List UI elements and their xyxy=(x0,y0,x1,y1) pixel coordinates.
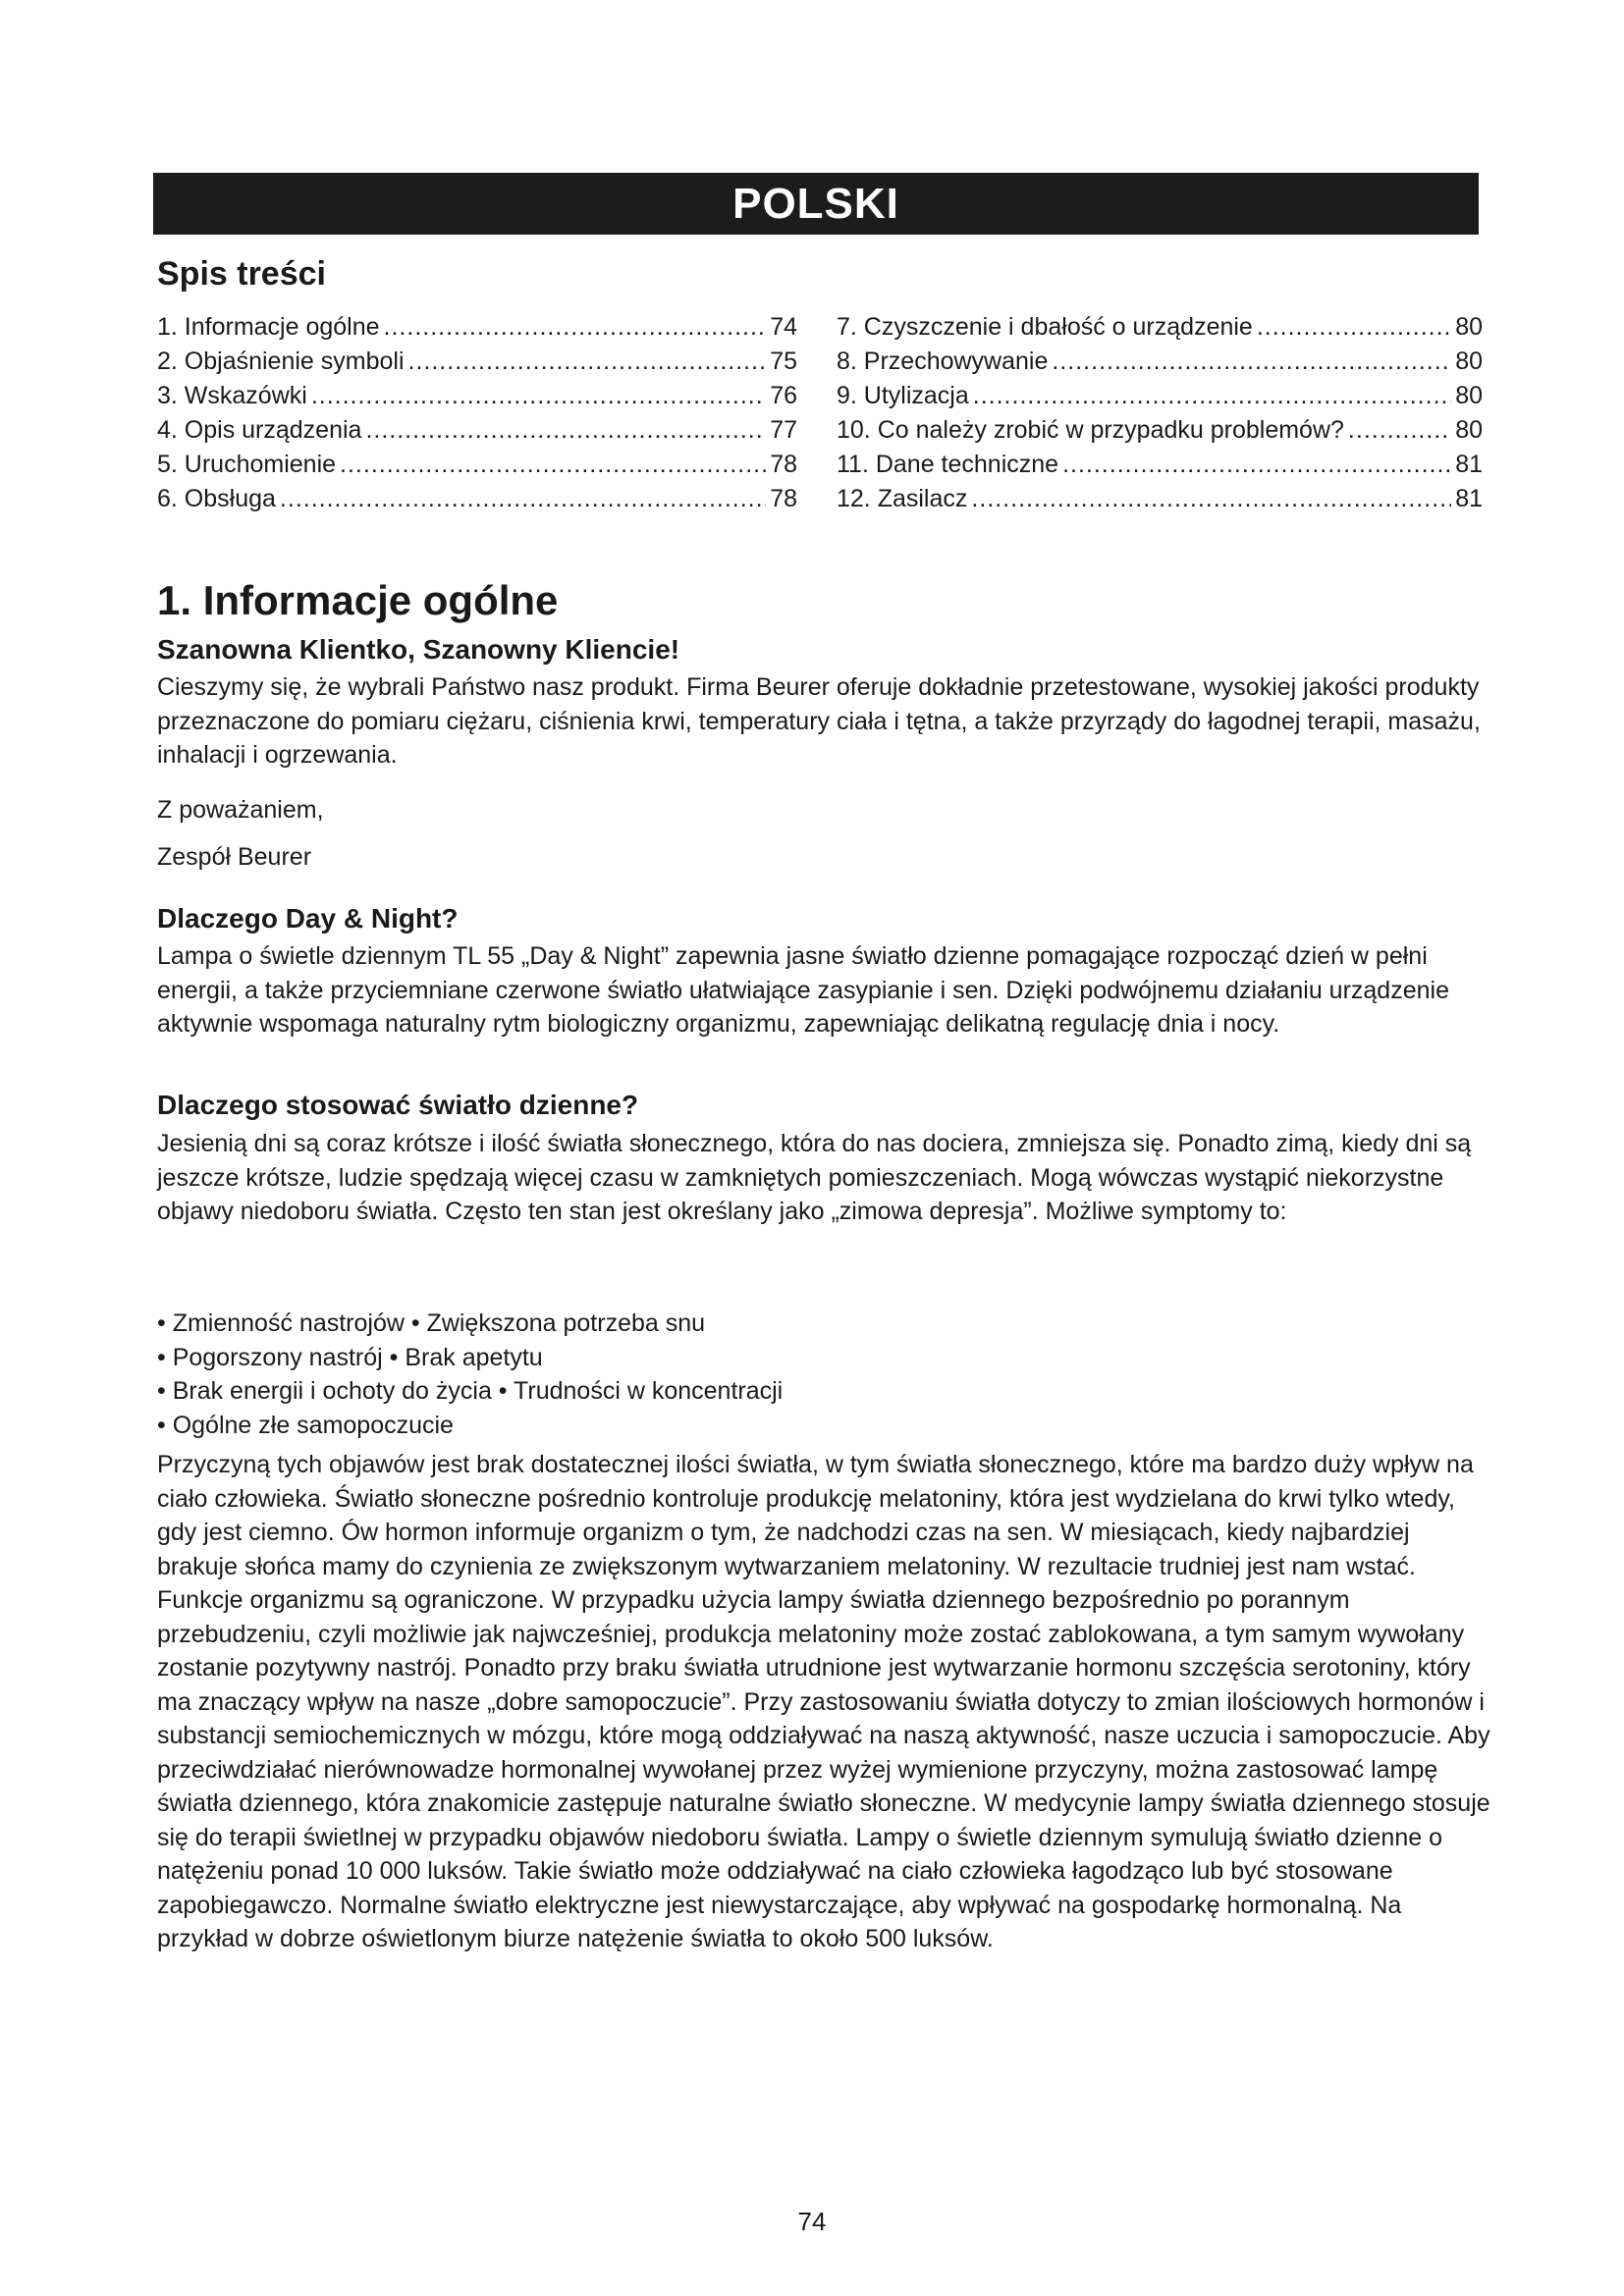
toc-entry[interactable] xyxy=(837,310,1483,345)
toc-leader-dots xyxy=(971,482,1451,516)
toc-leader-dots xyxy=(1257,310,1451,345)
section-title: 1. Informacje ogólne xyxy=(157,577,559,623)
toc-leader-dots xyxy=(1052,345,1451,379)
daylight-paragraph: Jesienią dni są coraz krótsze i ilość światła słonecznego, która do nas dociera, zmniejsza się. Ponadto zimą, kiedy dni są jeszcze krótsze, ludzie spędzają więcej czasu w zamkniętych pomieszczeniach. Mogą wówczas wystąpić niekorzystne objawy niedoboru światła. Często ten stan jest określany jako „zimowa depresja”. Możliwe symptomy to: xyxy=(157,1130,1472,1225)
toc-leader-dots xyxy=(408,345,767,379)
list-item: • Ogólne złe samopoczucie xyxy=(157,1411,454,1439)
body-paragraph: Przyczyną tych objawów jest brak dostatecznej ilości światła, w tym światła słonecznego, które ma bardzo duży wpływ na ciało człowieka. Światło słoneczne pośrednio kontroluje produkcję melatoniny, która jest wydzielana do krwi tylko wtedy, gdy jest ciemno. Ów hormon informuje organizm o tym, że nadchodzi czas na sen. W miesiącach, kiedy najbardziej brakuje słońca mamy do czynienia ze zwiększonym wytwarzaniem melatoniny. W rezultacie trudniej jest nam wstać. Funkcje organizmu są ograniczone. W przypadku użycia lampy światła dziennego bezpośrednio po porannym przebudzeniu, czyli możliwie jak najwcześniej, produkcja melatoniny może zostać zablokowana, a tym samym wywołany zostanie pozytywny nastrój. Ponadto przy braku światła utrudnione jest wytwarzanie hormonu szczęścia serotoniny, który ma znaczący wpływ na nasze „dobre samopoczucie”. Przy zastosowaniu światła dotyczy to zmian ilościowych hormonów i substancji semiochemicznych w mózgu, które mogą oddziaływać na naszą aktywność, nasze uczucia i samopoczucie. Aby przeciwdziałać nierównowadze hormonalnej wywołanej przez wyżej wymienione przyczyny, można zastosować lampę światła dziennego, która znakomicie zastępuje naturalne światło słoneczne. W medycynie lampy światła dziennego stosuje się do terapii świetlnej w przypadku objawów niedoboru światła. Lampy o świetle dziennym symulują światło dzienne o natężeniu ponad 10 000 luksów. Takie światło może oddziaływać na ciało człowieka łagodząco lub być stosowane zapobiegawczo. Normalne światło elektryczne jest niewystarczające, aby wpływać na gospodarkę hormonalną. Na przykład w dobrze oświetlonym biurze natężenie światła to około 500 luksów. xyxy=(157,1451,1490,1952)
toc-entry-page: 80 xyxy=(1455,416,1483,444)
toc-entry-page: 80 xyxy=(1455,313,1483,341)
toc-entry-label: 8. Przechowywanie xyxy=(837,347,1049,375)
intro-paragraph: Cieszymy się, że wybrali Państwo nasz produkt. Firma Beurer oferuje dokładnie przetestowane, wysokiej jakości produkty przeznaczone do pomiaru ciężaru, ciśnienia krwi, temperatury ciała i tętna, a także przyrządy do łagodnej terapii, masażu, inhalacji i ogrzewania. xyxy=(157,673,1481,769)
toc-entry-label: 6. Obsługa xyxy=(157,485,276,512)
toc-entry-label: 5. Uruchomienie xyxy=(157,451,337,478)
toc-entry-page: 81 xyxy=(1455,451,1483,478)
toc-right-column xyxy=(837,310,1483,516)
toc-entry-page: 75 xyxy=(770,347,797,375)
why-heading: Dlaczego Day & Night? xyxy=(157,903,459,934)
toc-left-column xyxy=(157,310,797,516)
signature-text: Zespół Beurer xyxy=(157,843,312,871)
list-item: • Zmienność nastrojów • Zwiększona potrzeba snu xyxy=(157,1309,706,1337)
daylight-heading: Dlaczego stosować światło dzienne? xyxy=(157,1090,639,1120)
toc-leader-dots xyxy=(1062,448,1451,482)
toc-entry-page: 81 xyxy=(1455,485,1483,512)
toc-entry[interactable] xyxy=(157,413,797,448)
toc-entry-page: 80 xyxy=(1455,382,1483,409)
toc-entry[interactable] xyxy=(157,345,797,379)
toc-leader-dots xyxy=(1348,413,1451,448)
list-item: • Brak energii i ochoty do życia • Trudności w koncentracji xyxy=(157,1377,784,1405)
toc-entry-label: 4. Opis urządzenia xyxy=(157,416,362,444)
greeting-heading: Szanowna Klientko, Szanowny Kliencie! xyxy=(157,634,680,665)
language-banner: POLSKI xyxy=(153,173,1479,235)
toc-title: Spis treści xyxy=(157,255,326,293)
toc-entry[interactable] xyxy=(157,379,797,413)
toc-entry-page: 77 xyxy=(770,416,797,444)
toc-entry-page: 76 xyxy=(770,382,797,409)
toc-entry-page: 80 xyxy=(1455,347,1483,375)
toc-entry-page: 78 xyxy=(770,485,797,512)
toc-entry-label: 10. Co należy zrobić w przypadku problemów? xyxy=(837,416,1344,444)
toc-entry-page: 78 xyxy=(770,451,797,478)
toc-entry-label: 3. Wskazówki xyxy=(157,382,307,409)
toc-entry[interactable] xyxy=(837,482,1483,516)
toc-entry[interactable] xyxy=(157,310,797,345)
toc-entry[interactable] xyxy=(157,448,797,482)
toc-entry-label: 1. Informacje ogólne xyxy=(157,313,380,341)
toc-leader-dots xyxy=(280,482,766,516)
toc-entry[interactable] xyxy=(837,413,1483,448)
toc-entry[interactable] xyxy=(837,345,1483,379)
toc-entry[interactable] xyxy=(837,379,1483,413)
toc-entry[interactable] xyxy=(837,448,1483,482)
toc-leader-dots xyxy=(365,413,766,448)
symptoms-list xyxy=(157,1307,783,1442)
toc-entry-label: 9. Utylizacja xyxy=(837,382,969,409)
page-number: 74 xyxy=(797,2207,827,2236)
toc-entry[interactable] xyxy=(157,482,797,516)
toc-leader-dots xyxy=(311,379,766,413)
toc-entry-page: 74 xyxy=(770,313,797,341)
toc-leader-dots xyxy=(340,448,766,482)
list-item: • Pogorszony nastrój • Brak apetytu xyxy=(157,1343,543,1371)
toc-entry-label: 7. Czyszczenie i dbałość o urządzenie xyxy=(837,313,1253,341)
toc-entry-label: 12. Zasilacz xyxy=(837,485,968,512)
why-paragraph: Lampa o świetle dziennym TL 55 „Day & Night” zapewnia jasne światło dzienne pomagające rozpocząć dzień w pełni energii, a także przyciemniane czerwone światło ułatwiające zasypianie i sen. Dzięki podwójnemu działaniu urządzenie aktywnie wspomaga naturalny rytm biologiczny organizmu, zapewniając delikatną regulację dnia i nocy. xyxy=(157,942,1449,1038)
toc-leader-dots xyxy=(384,310,767,345)
toc-entry-label: 2. Objaśnienie symboli xyxy=(157,347,405,375)
toc-leader-dots xyxy=(973,379,1451,413)
toc-entry-label: 11. Dane techniczne xyxy=(837,451,1059,478)
closing-text: Z poważaniem, xyxy=(157,796,324,824)
